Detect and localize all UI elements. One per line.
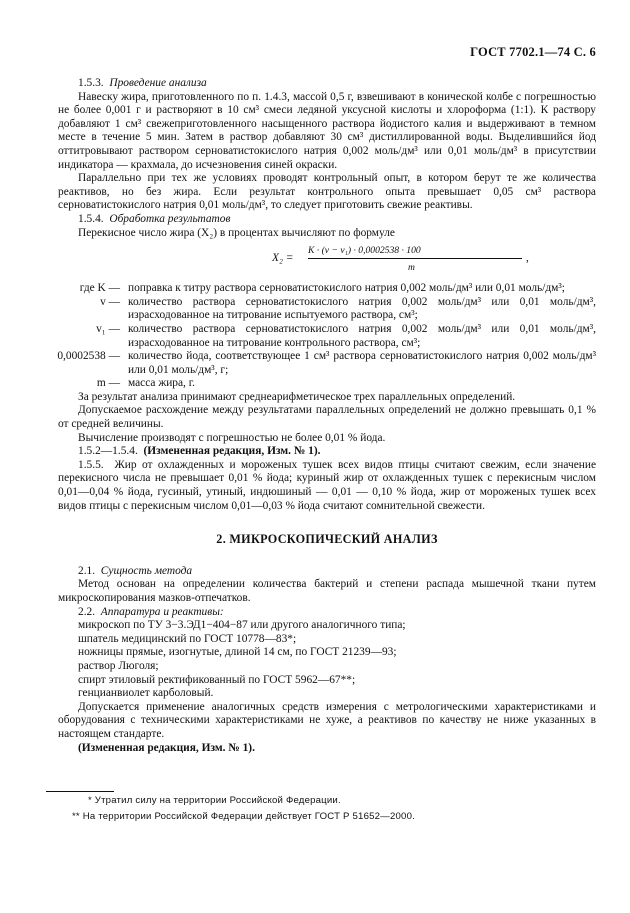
- definition-text: количество йода, соответствующее 1 см³ раствора серноватистокислого натрия 0,002 моль/дм³ или 0,01 моль/дм³, г;: [128, 350, 596, 376]
- paragraph: Навеску жира, приготовленного по п. 1.4.3, массой 0,5 г, взвешивают в конической колбе с погрешностью не более 0,001 г и растворяют в 10 см³ смеси ледяной уксусной кислоты и хлороформа (1:1). К раствору добавляют 1 см³ свежеприготовленного насыщенного раствора йодистого калия и выдерживают в темном месте в течение 5 мин. Затем в раствор добавляют 30 см³ дистиллированной воды. Выделившийся йод оттитровывают раствором серноватистокислого натрия 0,002 моль/дм³ или 0,01 моль/дм³ в присутствии индикатора — крахмала, до исчезновения синей окраски.: [58, 90, 596, 171]
- section-1-5-4-heading: [58, 213, 596, 227]
- section-number: 1.5.3.: [78, 77, 104, 89]
- definition-term: v₁ —: [96, 322, 120, 335]
- amendment-text: (Измененная редакция, Изм. № 1).: [143, 445, 321, 458]
- equipment-item: раствор Люголя;: [78, 659, 159, 672]
- formula-intro: Перекисное число жира (X₂) в процентах вычисляют по формуле: [78, 226, 395, 239]
- fraction-bar: [308, 258, 522, 259]
- equipment-item: микроскоп по ТУ 3−3.ЭД1−404−87 или другого аналогичного типа;: [78, 619, 406, 632]
- equipment-item: генцианвиолет карболовый.: [78, 687, 214, 700]
- definition-row: [58, 323, 596, 350]
- section-number: 2.2.: [78, 605, 96, 618]
- amendment-note: [58, 445, 596, 459]
- paragraph: Допускается применение аналогичных средств измерения с метрологическими характеристиками и оборудования с техническими характеристиками не хуже, а реактивов по качеству не ниже указанных в настоящем стандарте.: [58, 700, 596, 740]
- amendment-note: (Измененная редакция, Изм. № 1).: [78, 741, 255, 754]
- footnote: ** На территории Российской Федерации действует ГОСТ Р 51652—2000.: [72, 811, 415, 822]
- equipment-item: ножницы прямые, изогнутые, длиной 14 см, по ГОСТ 21239—93;: [78, 646, 397, 659]
- definition-row: [58, 377, 596, 391]
- document-body: [58, 77, 596, 755]
- definition-text: количество раствора серноватистокислого натрия 0,002 моль/дм³ или 0,01 моль/дм³, израсходованное на титрование контрольного раствора, см³;: [128, 322, 596, 349]
- definition-text: поправка к титру раствора серноватистокислого натрия 0,002 моль/дм³ или 0,01 моль/дм³;: [128, 282, 565, 295]
- section-title: Сущность метода: [100, 564, 193, 577]
- section-title: Проведение анализа: [109, 77, 207, 89]
- footnote: * Утратил силу на территории Российской Федерации.: [88, 795, 341, 806]
- definition-term: 0,0002538 —: [57, 350, 120, 363]
- definition-row: [58, 350, 596, 377]
- section-text: Жир от охлажденных и мороженых тушек всех видов птицы считают свежим, если значение перекисного числа не превышает 0,01 % йода; куриный жир от охлажденных тушек с перекисным числом 0,01—0,04 % йода, гусиный, утиный, индюшиный — 0,01 — 0,10 % йода, жир от мороженых тушек всех видов птицы с перекисным числом 0,01—0,03 % йода считают сомнительной свежести.: [58, 458, 597, 512]
- page-header: ГОСТ 7702.1—74 С. 6: [470, 45, 596, 59]
- section-1-5-5: [58, 459, 596, 513]
- formula-tail: ,: [526, 252, 529, 265]
- section-title: Обработка результатов: [109, 212, 231, 225]
- definition-text: количество раствора серноватистокислого натрия 0,002 моль/дм³ или 0,01 моль/дм³, израсходованное на титрование испытуемого раствора, см³;: [128, 295, 596, 322]
- paragraph: Параллельно при тех же условиях проводят контрольный опыт, в котором берут те же количества реактивов, но без жира. Если результат контрольного опыта превышает 0,05 см³ раствора серноватистокислого натрия 0,01 моль/дм³, то следует приготовить свежие реактивы.: [58, 172, 596, 212]
- formula-lhs: X₂ =: [272, 252, 294, 265]
- paragraph: Метод основан на определении количества бактерий и степени распада мышечной ткани путем микроскопирования мазков-отпечатков.: [58, 578, 596, 604]
- section-number: 1.5.4.: [78, 212, 104, 225]
- footnotes: [58, 793, 578, 825]
- section-number: 1.5.2—1.5.4.: [78, 445, 138, 458]
- section-number: 1.5.5.: [78, 458, 104, 471]
- section-number: 2.1.: [78, 564, 96, 577]
- section-2-1-heading: [58, 565, 596, 579]
- definition-term: m —: [96, 377, 120, 390]
- section-title: Аппаратура и реактивы:: [100, 605, 224, 618]
- formula-numerator: K · (v − v₁) · 0,0002538 · 100: [308, 245, 421, 257]
- section-1-5-3-heading: [58, 77, 596, 91]
- paragraph: Вычисление производят с погрешностью не более 0,01 % йода.: [78, 431, 386, 444]
- definition-text: масса жира, г.: [128, 377, 195, 390]
- paragraph: Допускаемое расхождение между результатами параллельных определений не должно превышать 0,1 % от средней величины.: [58, 404, 596, 431]
- equipment-item: спирт этиловый ректификованный по ГОСТ 5962—67**;: [78, 673, 356, 686]
- paragraph: За результат анализа принимают среднеарифметическое трех параллельных определений.: [78, 390, 516, 403]
- definition-term: где K —: [79, 282, 120, 295]
- footnote-rule: [46, 791, 114, 792]
- variable-definitions: [58, 282, 596, 391]
- peroxide-formula: [58, 242, 596, 280]
- definition-row: [58, 296, 596, 323]
- definition-term: v —: [100, 295, 120, 308]
- equipment-item: шпатель медицинский по ГОСТ 10778—83*;: [78, 632, 297, 645]
- definition-row: [58, 282, 596, 296]
- formula-denominator: m: [408, 262, 415, 274]
- section-2-2-heading: [58, 606, 596, 620]
- section-2-title: 2. МИКРОСКОПИЧЕСКИЙ АНАЛИЗ: [216, 532, 438, 547]
